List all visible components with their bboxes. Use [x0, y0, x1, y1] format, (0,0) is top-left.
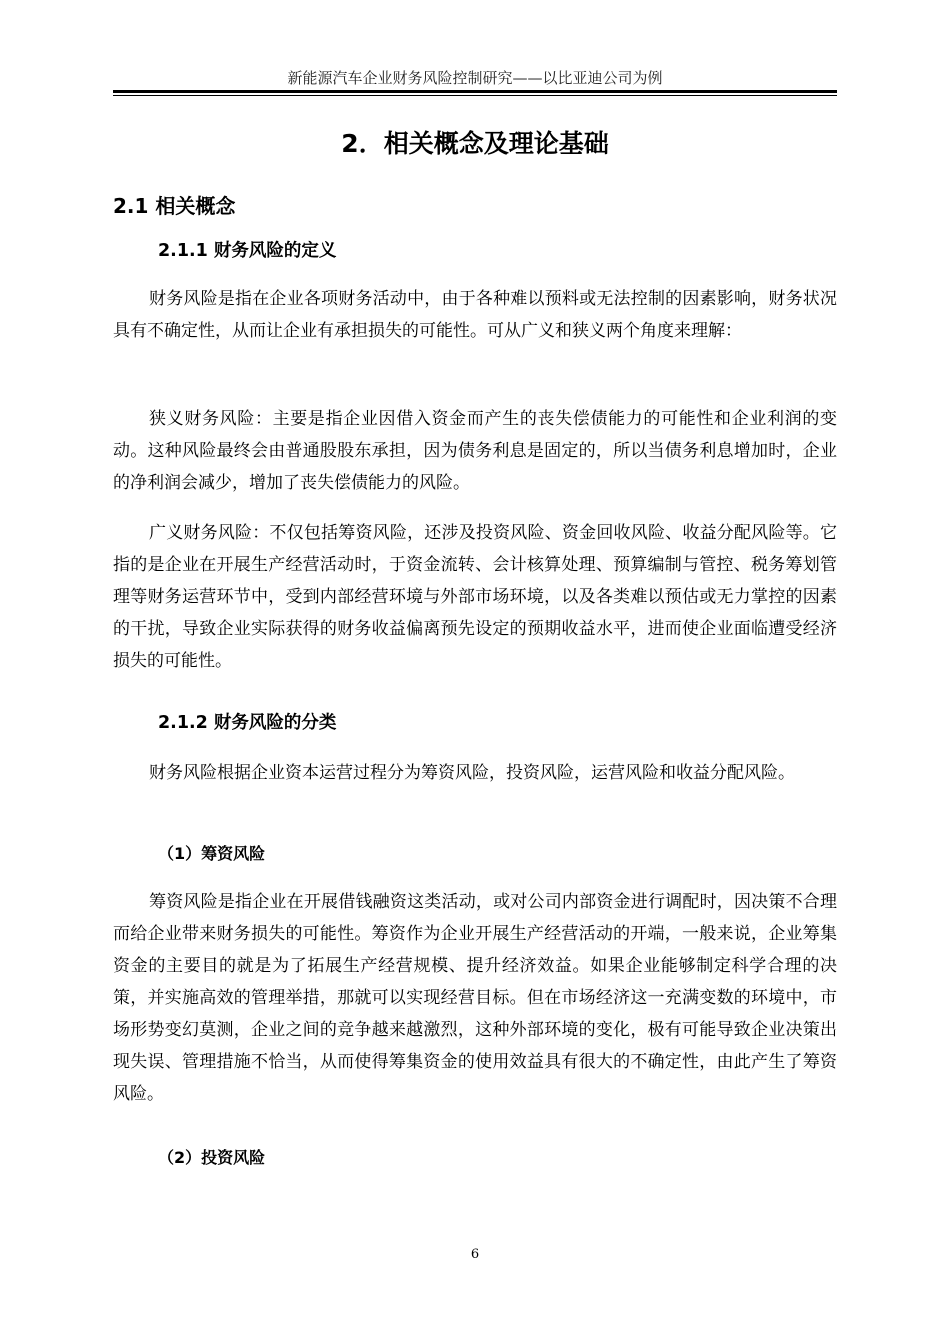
item-heading-investment-risk: （2）投资风险	[158, 1148, 266, 1167]
chapter-title: 2．相关概念及理论基础	[341, 129, 609, 158]
section-heading-2-1-2: 2.1.2 财务风险的分类	[158, 713, 337, 733]
page-number: 6	[470, 1247, 480, 1262]
paragraph-narrow-risk: 狭义财务风险：主要是指企业因借入资金而产生的丧失偿债能力的可能性和企业利润的变动。这种风险最终会由普通股股东承担，因为债务利息是固定的，所以当债务利息增加时，企业的净利润会减少，增加了丧失偿债能力的风险。	[113, 409, 837, 493]
running-header: 新能源汽车企业财务风险控制研究——以比亚迪公司为例	[287, 69, 663, 87]
paragraph-classification: 财务风险根据企业资本运营过程分为筹资风险，投资风险，运营风险和收益分配风险。	[149, 763, 795, 783]
paragraph-definition: 财务风险是指在企业各项财务活动中，由于各种难以预料或无法控制的因素影响，财务状况具有不确定性，从而让企业有承担损失的可能性。可从广义和狭义两个角度来理解：	[113, 289, 837, 341]
header-rule-thick	[113, 90, 837, 93]
section-heading-2-1-1: 2.1.1 财务风险的定义	[158, 241, 337, 261]
paragraph-financing-risk: 筹资风险是指企业在开展借钱融资这类活动，或对公司内部资金进行调配时，因决策不合理而给企业带来财务损失的可能性。筹资作为企业开展生产经营活动的开端，一般来说，企业筹集资金的主要目的就是为了拓展生产经营规模、提升经济效益。如果企业能够制定科学合理的决策，并实施高效的管理举措，那就可以实现经营目标。但在市场经济这一充满变数的环境中，市场形势变幻莫测，企业之间的竞争越来越激烈，这种外部环境的变化，极有可能导致企业决策出现失误、管理措施不恰当，从而使得筹集资金的使用效益具有很大的不确定性，由此产生了筹资风险。	[113, 892, 837, 1104]
paragraph-broad-risk: 广义财务风险：不仅包括筹资风险，还涉及投资风险、资金回收风险、收益分配风险等。它指的是企业在开展生产经营活动时，于资金流转、会计核算处理、预算编制与管控、税务筹划管理等财务运营环节中，受到内部经营环境与外部市场环境，以及各类难以预估或无力掌控的因素的干扰，导致企业实际获得的财务收益偏离预先设定的预期收益水平，进而使企业面临遭受经济损失的可能性。	[113, 523, 837, 671]
item-heading-financing-risk: （1）筹资风险	[158, 844, 266, 863]
section-heading-2-1: 2.1 相关概念	[113, 194, 236, 218]
header-rule-thin	[113, 95, 837, 96]
